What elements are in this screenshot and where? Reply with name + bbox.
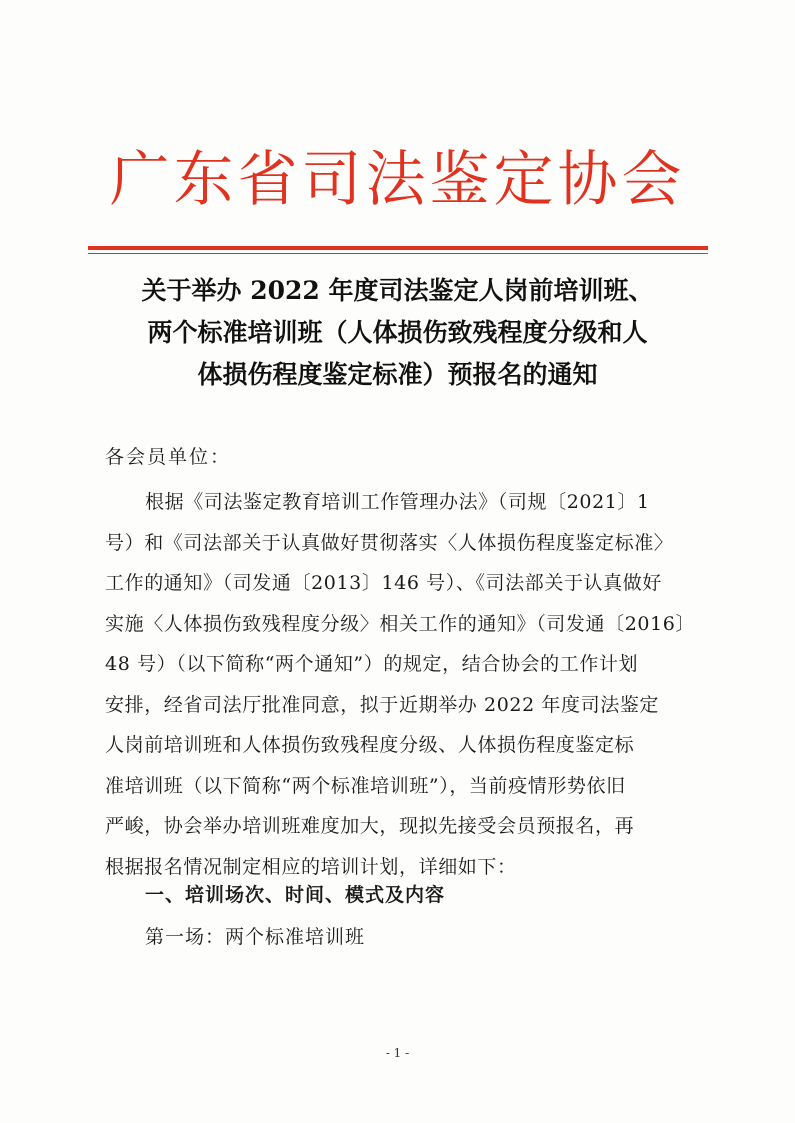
- body-line: 准培训班（以下简称“两个标准培训班”），当前疫情形势依旧: [105, 774, 626, 797]
- body-line: 48 号）（以下简称“两个通知”）的规定，结合协会的工作计划: [105, 653, 639, 675]
- body-line: 严峻，协会举办培训班难度加大，现拟先接受会员预报名，再: [105, 815, 635, 837]
- section-heading: 一、培训场次、时间、模式及内容: [145, 884, 446, 906]
- letterhead-red-rule-thin: [88, 253, 708, 254]
- page-number: - 1 -: [385, 1046, 410, 1060]
- body-line: 安排，经省司法厅批准同意，拟于近期举办 2022 年度司法鉴定: [105, 693, 660, 716]
- title-line: 体损伤程度鉴定标准）预报名的通知: [197, 360, 598, 389]
- body-line: 实施〈人体损伤致残程度分级〉相关工作的通知》（司发通〔2016〕: [105, 612, 695, 635]
- body-line: 工作的通知》（司发通〔2013〕146 号）、《司法部关于认真做好: [105, 572, 662, 594]
- body-line: 人岗前培训班和人体损伤致残程度分级、人体损伤程度鉴定标: [105, 734, 635, 756]
- title-line: 关于举办 2022 年度司法鉴定人岗前培训班、: [141, 276, 654, 305]
- body-line: 号）和《司法部关于认真做好贯彻落实〈人体损伤程度鉴定标准〉: [105, 531, 674, 554]
- body-paragraph: [105, 482, 695, 887]
- body-line: 根据《司法鉴定教育培训工作管理办法》（司规〔2021〕1: [145, 491, 650, 513]
- section-subheading: 第一场：两个标准培训班: [145, 926, 366, 948]
- document-title: [90, 270, 705, 396]
- salutation: 各会员单位：: [105, 446, 232, 468]
- letterhead-org-name: 广东省司法鉴定协会: [109, 145, 686, 215]
- body-line: 根据报名情况制定相应的培训计划，详细如下：: [105, 855, 517, 878]
- letterhead-red-rule: [88, 246, 708, 250]
- title-line: 两个标准培训班（人体损伤致残程度分级和人: [147, 318, 648, 347]
